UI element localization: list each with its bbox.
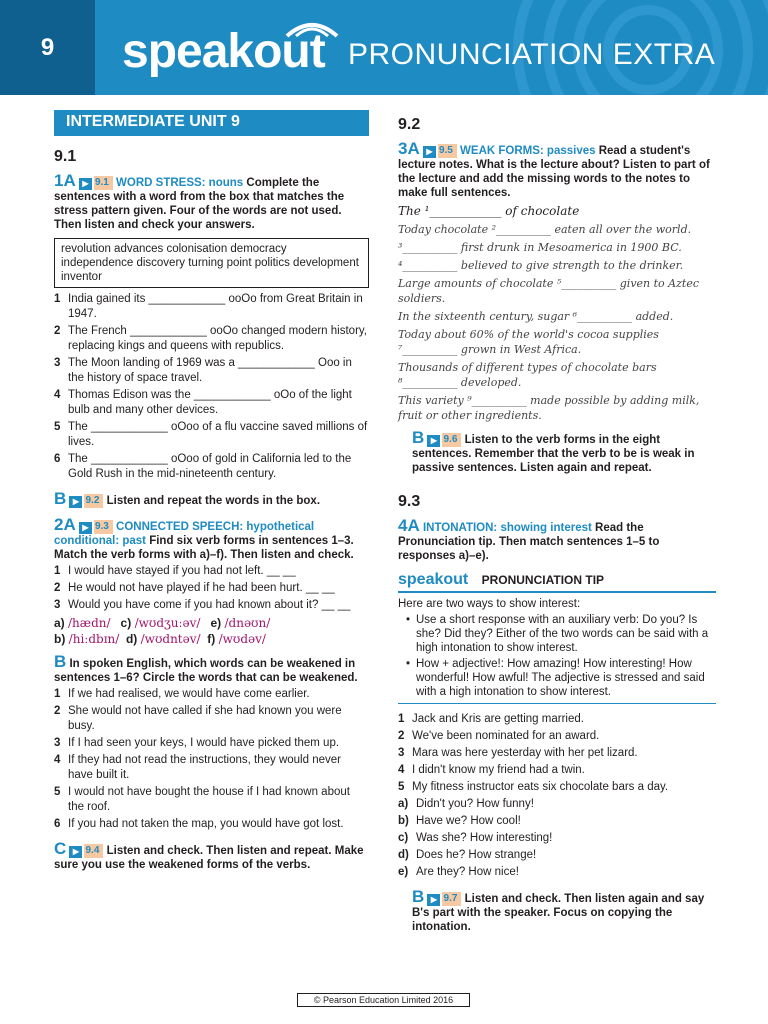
exercise-2b: B In spoken English, which words can be weakened in sentences 1–6? Circle the words that can be weakened.: [54, 652, 358, 684]
list-item: 2 The French ____________ ooOo changed modern history, replacing kings and queens with republics.: [54, 325, 367, 352]
unit-banner: INTERMEDIATE UNIT 9: [54, 110, 369, 136]
logo-arc-icon: [282, 18, 342, 38]
list-item: 2 He would not have played if he had been hurt. __ __: [54, 582, 335, 594]
play-icon[interactable]: ▶: [79, 178, 92, 190]
list-item: 4 If they had not read the instructions, they would never have built it.: [54, 754, 341, 781]
copyright-footer: © Pearson Education Limited 2016: [297, 993, 470, 1007]
note-line: ⁴__________ believed to give strength to the drinker.: [398, 259, 684, 272]
pronunciation-tip: [398, 571, 716, 704]
exercise-label: 1A: [54, 171, 76, 190]
note-line: ³__________ first drunk in Mesoamerica in 1900 BC.: [398, 241, 682, 254]
play-icon[interactable]: ▶: [427, 894, 440, 906]
tip-body: Here are two ways to show interest: • Use a short response with an auxiliary verb: Do you? Is she? Did they? Either of the two words can be said with a high intonation to show interest. • How + adjective!: How amazing! How interesting! How wonderful! How awful! The adjective is stressed and said with a high intonation to show interest.: [398, 593, 716, 704]
unit-number: 9: [0, 0, 95, 95]
list-item: 6 The ____________ oOoo of gold in California led to the Gold Rush in the mid-nineteenth century.: [54, 453, 352, 480]
list-item: 5 My fitness instructor eats six chocolate bars a day.: [398, 781, 669, 793]
list-item: c) Was she? How interesting!: [398, 832, 553, 844]
tip-bullet: • Use a short response with an auxiliary verb: Do you? Is she? Did they? Either of the two words can be said with a high intonation to show interest.: [406, 613, 716, 655]
play-icon[interactable]: ▶: [79, 522, 92, 534]
list-item: 2 We've been nominated for an award.: [398, 730, 600, 742]
exercise-1a-list: [54, 292, 369, 482]
tip-header: [398, 571, 716, 593]
list-item: 1 India gained its ____________ ooOo from Great Britain in 1947.: [54, 293, 363, 320]
list-item: 3 Mara was here yesterday with her pet lizard.: [398, 747, 638, 759]
play-icon[interactable]: ▶: [69, 846, 82, 858]
note-line: Today chocolate ²__________ eaten all over the world.: [398, 223, 692, 236]
list-item: 4 Thomas Edison was the ____________ oOo of the light bulb and many other devices.: [54, 389, 352, 416]
list-item: 5 The ____________ oOoo of a flu vaccine saved millions of lives.: [54, 421, 368, 448]
exercise-instruction: Complete the sentences with a word from the box that matches the stress pattern given. Four of the words are not used. Then listen and check your answers.: [54, 177, 345, 231]
note-line: This variety ⁹__________ made possible by adding milk, fruit or other ingredients.: [398, 394, 700, 422]
list-item: 5 I would not have bought the house if I had known about the roof.: [54, 786, 350, 813]
tip-brand: speakout: [398, 571, 469, 588]
exercise-4a-list: [398, 712, 716, 795]
list-item: a) Didn't you? How funny!: [398, 798, 534, 810]
exercise-topic: WORD STRESS: nouns: [116, 177, 244, 189]
play-icon[interactable]: ▶: [69, 496, 82, 508]
lecture-notes: [398, 204, 716, 423]
exercise-1a: [54, 171, 369, 232]
page-title: PRONUNCIATION EXTRA: [348, 38, 716, 71]
exercise-3a: 3A ▶ 9.5 WEAK FORMS: passives Read a student's lecture notes. What is the lecture about? Listen to part of the lecture and add the missing words to the notes to make full sentences.: [398, 139, 710, 199]
exercise-2c: C ▶ 9.4 Listen and check. Then listen and repeat. Make sure you use the weakened forms of the verbs.: [54, 839, 364, 871]
word-box: revolution advances colonisation democracy independence discovery turning point politics development inventor: [54, 238, 369, 288]
list-item: 3 If I had seen your keys, I would have picked them up.: [54, 737, 340, 749]
note-line: Large amounts of chocolate ⁵__________ given to Aztec soldiers.: [398, 277, 699, 305]
note-line: Thousands of different types of chocolate bars ⁸__________ developed.: [398, 361, 657, 389]
note-line: Today about 60% of the world's cocoa supplies ⁷__________ grown in West Africa.: [398, 328, 659, 356]
exercise-4a: 4A INTONATION: showing interest Read the Pronunciation tip. Then match sentences 1–5 to responses a)–e).: [398, 516, 660, 562]
notes-title: The ¹____________ of chocolate: [398, 204, 580, 218]
ipa-options: a) /hædn/ c) /wʊdʒuːəv/ e) /dnəʊn/ b) /hiːdbɪn/ d) /wʊdntəv/ f) /wʊdəv/: [54, 616, 271, 646]
list-item: 1 Jack and Kris are getting married.: [398, 713, 584, 725]
list-item: 2 She would not have called if she had known you were busy.: [54, 705, 342, 732]
tip-title: PRONUNCIATION TIP: [481, 573, 605, 587]
list-item: 4 I didn't know my friend had a twin.: [398, 764, 585, 776]
section-heading: 9.3: [398, 493, 421, 510]
track-number: 9.1: [94, 176, 113, 190]
exercise-2a-list: [54, 564, 369, 613]
list-item: e) Are they? How nice!: [398, 866, 519, 878]
section-heading: 9.1: [54, 148, 77, 165]
list-item: 3 Would you have come if you had known about it? __ __: [54, 599, 351, 611]
list-item: b) Have we? How cool!: [398, 815, 521, 827]
list-item: 1 I would have stayed if you had not left. __ __: [54, 565, 296, 577]
exercise-1b: B ▶ 9.2 Listen and repeat the words in the box.: [54, 489, 321, 508]
page-header: [0, 0, 768, 95]
left-column: [54, 110, 369, 872]
exercise-4b: B ▶ 9.7 Listen and check. Then listen again and say B's part with the speaker. Focus on copying the intonation.: [412, 887, 705, 933]
right-column: [398, 110, 716, 934]
responses-list: [398, 797, 716, 880]
play-icon[interactable]: ▶: [423, 146, 436, 158]
list-item: 1 If we had realised, we would have come earlier.: [54, 688, 310, 700]
note-line: In the sixteenth century, sugar ⁶__________ added.: [398, 310, 674, 323]
list-item: 3 The Moon landing of 1969 was a ____________ Ooo in the history of space travel.: [54, 357, 352, 384]
list-item: d) Does he? How strange!: [398, 849, 537, 861]
tip-bullet: • How + adjective!: How amazing! How interesting! How wonderful! How awful! The adjective is stressed and said with a high intonation to show interest.: [406, 657, 716, 699]
section-heading: 9.2: [398, 116, 421, 133]
exercise-2a: 2A ▶ 9.3 CONNECTED SPEECH: hypothetical conditional: past Find six verb forms in sentences 1–3. Match the verb forms with a)–f). Then listen and check.: [54, 515, 354, 561]
exercise-3b: B ▶ 9.6 Listen to the verb forms in the eight sentences. Remember that the verb to be is weak in passive sentences. Listen again and repeat.: [412, 428, 695, 474]
exercise-2b-list: [54, 687, 369, 832]
play-icon[interactable]: ▶: [427, 435, 440, 447]
brand-name: speakout: [122, 25, 325, 78]
list-item: 6 If you had not taken the map, you would have got lost.: [54, 818, 344, 830]
